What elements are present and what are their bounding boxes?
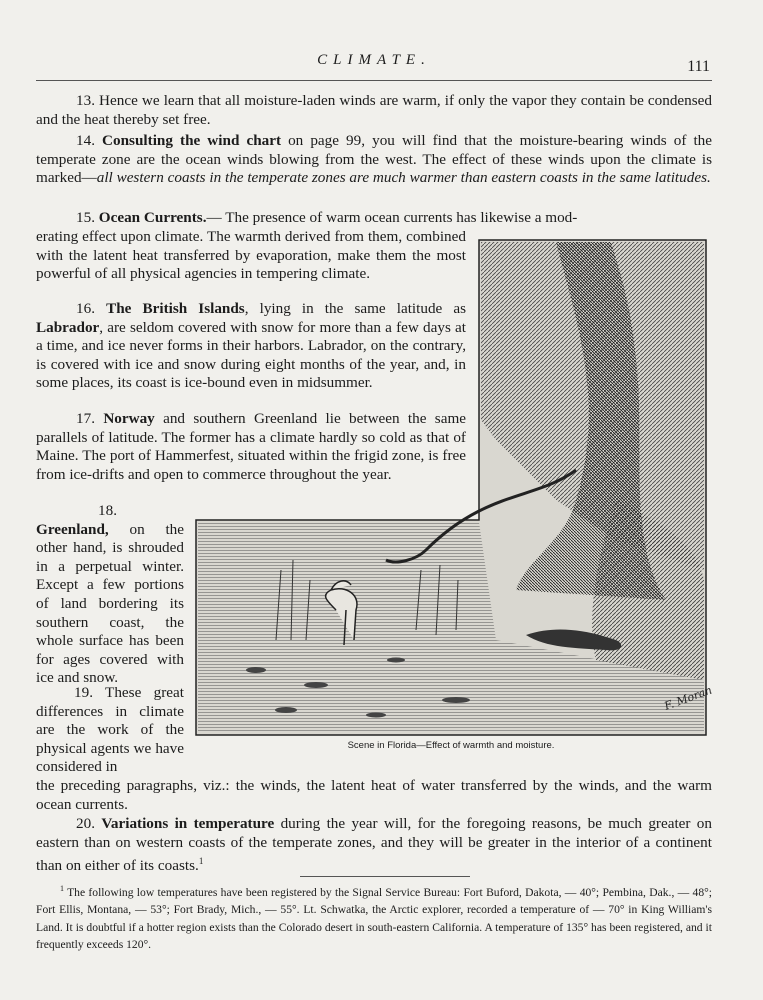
footnote-text: The following low temperatures have been registered by the Signal Service Bureau: Fort Buford, Dakota, — 40°; Pembina, Dak., — 48°; Fort Ellis, Montana, — 53°; Fort Brady, Mich., — 55°. Lt. Schwatka, the Arctic explorer, recorded a temperature of — 70° in King William's Land. It is doubtful if a hotter region exists than the Colorado desert in south-eastern California. A temperature of 135° has been registered, and it frequently exceeds 120°. [36, 885, 712, 952]
engraving-signature: F. Moran [662, 683, 714, 713]
footnote-rule [300, 876, 470, 877]
paragraph-13 [36, 92, 712, 129]
paragraph-16-text-a: , lying in the same latitude as [244, 300, 467, 317]
paragraph-20 [36, 815, 712, 876]
footnote-mark: 1 [60, 884, 64, 893]
page-header [36, 52, 712, 82]
paragraph-15-first-line [36, 209, 712, 228]
header-rule [36, 80, 712, 81]
figure-caption: Scene in Florida—Effect of warmth and moisture. [347, 740, 555, 751]
paragraph-14-heading: Consulting the wind chart [102, 132, 282, 149]
paragraph-15-text-first: — The presence of warm ocean currents has likewise a mod- [206, 209, 578, 226]
paragraph-18-text: on the other hand, is shrouded in a perpetual winter. Except a few portions of land bordering its southern coast, the whole surface has been for ages covered with ice and snow. [36, 520, 184, 687]
paragraph-14-text: on page 99, you will find that the moisture-bearing winds of the temperate zone are the ocean winds blowing from the west. The effect of these winds upon the climate is marked— [36, 132, 713, 187]
paragraph-19-text-wide: the preceding paragraphs, viz.: the winds, the latent heat of water transferred by the winds, and the warm ocean currents. [36, 777, 712, 813]
paragraph-16-heading: The British Islands [106, 300, 245, 317]
footnote-reference: 1 [198, 856, 204, 867]
paragraph-14 [36, 132, 712, 188]
running-title: CLIMATE. [317, 52, 431, 68]
paragraph-17-number: 17. [76, 410, 95, 427]
paragraph-13-text: 13. Hence we learn that all moisture-laden winds are warm, if only the vapor they contain be condensed and the heat thereby set free. [36, 92, 712, 128]
florida-scene-illustration [196, 240, 714, 735]
paragraph-15-heading: Ocean Currents. [98, 209, 207, 226]
paragraph-14-number: 14. [76, 132, 95, 149]
paragraph-19-text-narrow: 19. These great differences in climate are the work of the physical agents we have considered in [36, 684, 184, 776]
paragraph-16-heading-b: Labrador [36, 318, 100, 336]
paragraph-14-emphasis: all western coasts in the temperate zones are much warmer than eastern coasts in the same latitudes. [96, 169, 711, 187]
florida-engraving [196, 240, 714, 735]
paragraph-20-number: 20. [76, 815, 95, 832]
footnote [36, 880, 712, 954]
paragraph-16-number: 16. [76, 300, 95, 317]
paragraph-18-heading: Greenland, [36, 520, 109, 538]
page-number: 111 [687, 58, 710, 75]
paragraph-17-text: and southern Greenland lie between the same parallels of latitude. The former has a climate hardly so cold as that of Maine. The port of Hammerfest, situated within the frigid zone, is free from ice-drifts and open to commerce throughout the year. [36, 410, 467, 483]
paragraph-18-number: 18. [98, 502, 117, 519]
paragraph-17-heading: Norway [103, 410, 155, 427]
paragraph-19-narrow [36, 684, 184, 777]
paragraph-20-heading: Variations in temperature [101, 815, 275, 832]
paragraph-18 [36, 502, 184, 688]
paragraph-20-text: during the year will, for the foregoing reasons, be much greater on eastern than on western coasts of the temperate zones, and they will be greater in the interior of a continent than on either of its coasts. [36, 815, 712, 875]
paragraph-15-number: 15. [76, 209, 95, 226]
paragraph-15-text-rest: erating effect upon climate. The warmth derived from them, combined with the latent heat transferred by evaporation, make them the most powerful of all physical agencies in tempering climate. [36, 228, 466, 283]
paragraph-16-text-b: , are seldom covered with snow for more than a few days at a time, and ice never forms in their harbors. Labrador, on the contrary, is covered with ice and snow during eight months of the year, and, in some places, its coast is ice-bound even in midsummer. [36, 318, 466, 392]
paragraph-19-wide [36, 777, 712, 814]
